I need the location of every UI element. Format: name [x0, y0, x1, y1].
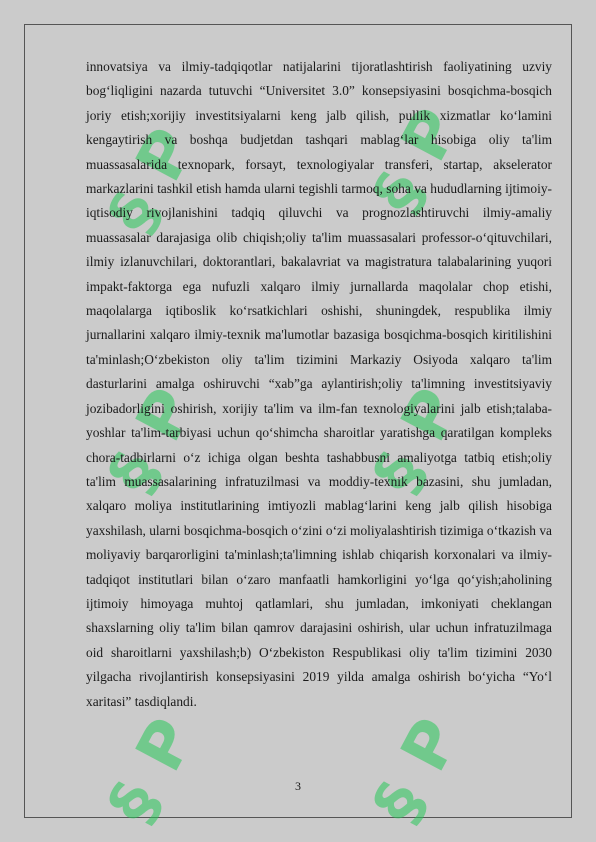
watermark-logo: § P — [95, 375, 211, 505]
body-paragraph: innovatsiya va ilmiy-tadqiqotlar natijalarini tijoratlashtirish faoliyatining uzviy bog‘liqligini nazarda tutuvchi “Universitet 3.0” konsepsiyasini bosqichma-bosqich joriy etish;xorijiy investitsiyalarni keng jalb qilish, pullik xizmatlar ko‘lamini kengaytirish va boshqa budjetdan tashqari mablag‘lar hisobiga oliy ta'lim muassasalarida texnopark, forsayt, texnologiyalar transferi, startap, akselerator markazlarini tashkil etish hamda ularni tegishli tarmoq, soha va hududlarning ijtimoiy-iqtisodiy rivojlanishini tadqiq qiluvchi va prognozlashtiruvchi ilmiy-amaliy muassasalar darajasiga olib chiqish;oliy ta'lim muassasalari professor-o‘qituvchilari, ilmiy izlanuvchilari, doktorantlari, bakalavriat va magistratura talabalarining yuqori impakt-faktorga ega nufuzli xalqaro ilmiy jurnallarda maqolalar chop etishi, maqolalarga iqtiboslik ko‘rsatkichlari oshishi, shuningdek, respublika ilmiy jurnallarini xalqaro ilmiy-texnik ma'lumotlar bazasiga bosqichma-bosqich kiritilishini ta'minlash;O‘zbekiston oliy ta'lim tizimini Markaziy Osiyoda xalqaro ta'lim dasturlarini amalga oshiruvchi “xab”ga aylantirish;oliy ta'limning investitsiyaviy jozibadorligini oshirish, xorijiy ta'lim va ilm-fan texnologiyalarini jalb etish;talaba-yoshlar ta'lim-tarbiyasi uchun qo‘shimcha sharoitlar yaratishga qaratilgan kompleks chora-tadbirlarni o‘z ichiga olgan beshta tashabbusni amaliyotga tatbiq etish;oliy ta'lim muassasalarining infratuzilmasi va moddiy-texnik bazasini, shu jumladan, xalqaro moliya institutlarining imtiyozli mablag‘larini keng jalb qilish hisobiga yaxshilash, ularni bosqichma-bosqich o‘zini o‘zi moliyalashtirish tizimiga o‘tkazish va moliyaviy barqarorligini ta'minlash;ta'limning ishlab chiqarish korxonalari va ilmiy-tadqiqot institutlari bilan o‘zaro manfaatli hamkorligini yo‘lga qo‘yish;aholining ijtimoiy himoyaga muhtoj qatlamlari, shu jumladan, imkoniyati cheklangan shaxslarning oliy ta'lim bilan qamrov darajasini oshirish, ular uchun infratuzilmaga oid sharoitlarni yaxshilash;b) O‘zbekiston Respublikasi oliy ta'lim tizimini 2030 yilgacha rivojlantirish konsepsiyasini 2019 yilda amalga oshirish bo‘yicha “Yo‘l xaritasi” tasdiqlandi. — [86, 59, 552, 709]
watermark-logo: § P — [360, 705, 476, 835]
page-number: 3 — [295, 779, 301, 793]
watermark-logo: § P — [95, 705, 211, 835]
watermark-logo: § P — [360, 375, 476, 505]
watermark-logo: § P — [360, 95, 476, 225]
watermark-logo: § P — [95, 115, 211, 245]
